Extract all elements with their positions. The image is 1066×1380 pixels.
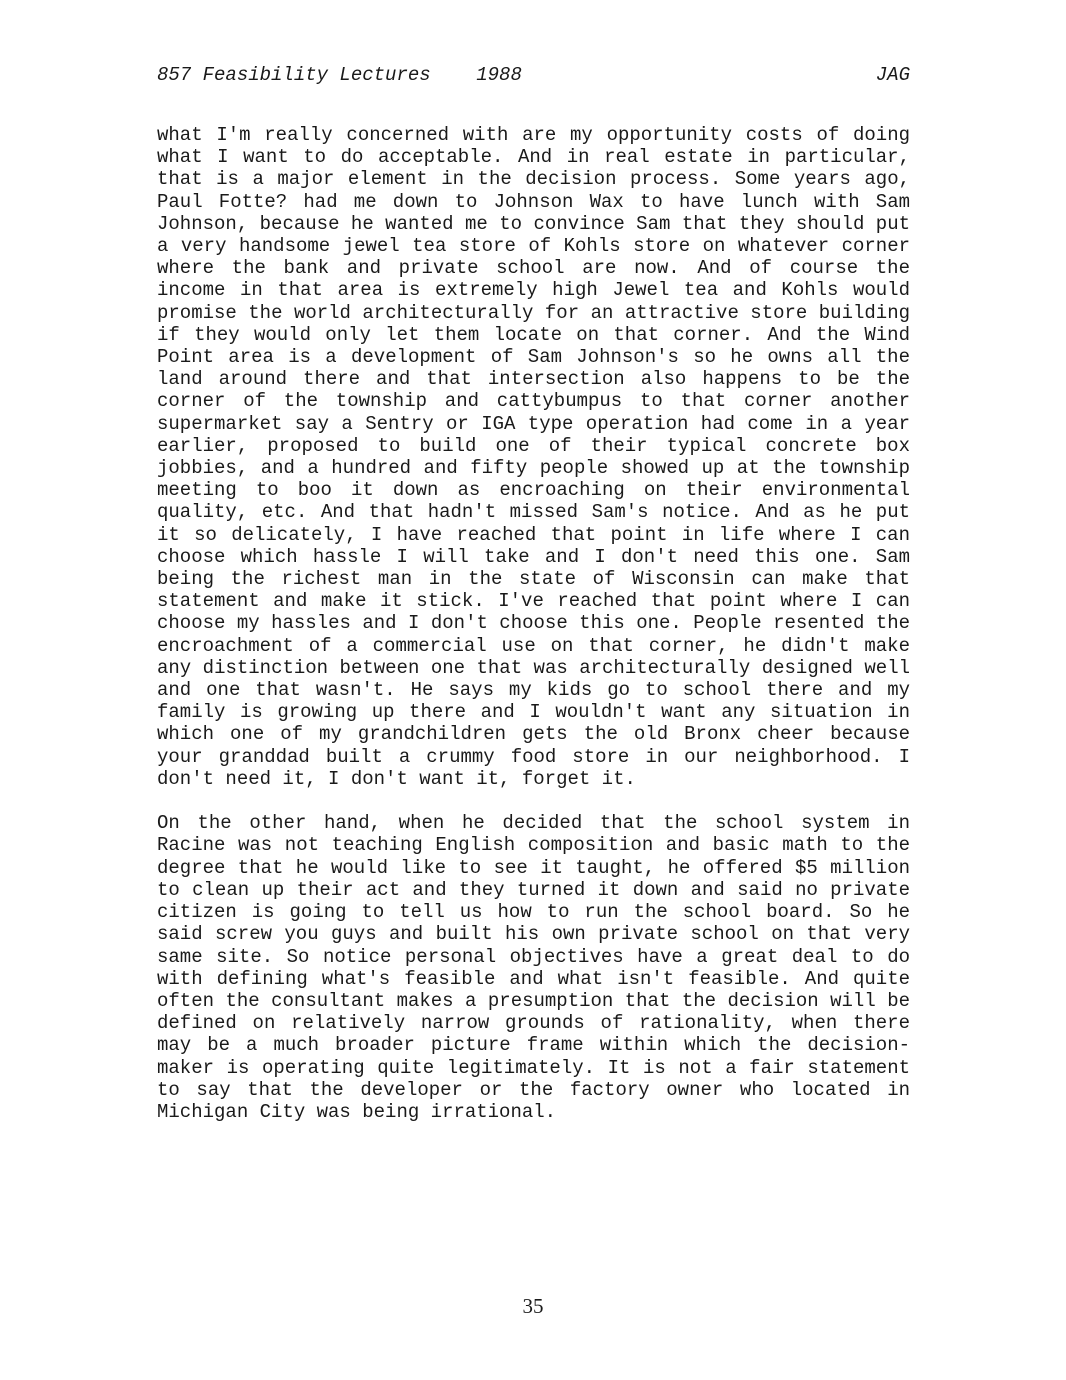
running-header (157, 62, 910, 88)
paragraph: On the other hand, when he decided that the school system in Racine was not teaching English composition and basic math to the degree that he would like to see it taught, he offered $5 million to clean up their act and they turned it down and said no private citizen is going to tell us how to run the school board. So he said screw you guys and built his own private school on that very same site. So notice personal objectives have a great deal to do with defining what's feasible and what isn't feasible. And quite often the consultant makes a presumption that the decision will be defined on relatively narrow grounds of rationality, when there may be a much broader picture frame within which the decision-maker is operating quite legitimately. It is not a fair statement to say that the developer or the factory owner who located in Michigan City was being irrational. (157, 812, 910, 1123)
header-author-initials: JAG (875, 64, 910, 86)
body-text (157, 124, 910, 1123)
paragraph: what I'm really concerned with are my opportunity costs of doing what I want to do acceptable. And in real estate in particular, that is a major element in the decision process. Some years ago, Paul Fotte? had me down to Johnson Wax to have lunch with Sam Johnson, because he wanted me to convince Sam that they should put a very handsome jewel tea store of Kohls store on whatever corner where the bank and private school are now. And of course the income in that area is extremely high Jewel tea and Kohls would promise the world architecturally for an attractive store building if they would only let them locate on that corner. And the Wind Point area is a development of Sam Johnson's so he owns all the land around there and that intersection also happens to be the corner of the township and cattybumpus to that corner another supermarket say a Sentry or IGA type operation had come in a year earlier, proposed to build one of their typical concrete box jobbies, and a hundred and fifty people showed up at the township meeting to boo it down as encroaching on their environmental quality, etc. And that hadn't missed Sam's notice. And as he put it so delicately, I have reached that point in life where I can choose which hassle I will take and I don't need this one. Sam being the richest man in the state of Wisconsin can make that statement and make it stick. I've reached that point where I can choose my hassles and I don't choose this one. People resented the encroachment of a commercial use on that corner, he didn't make any distinction between one that was architecturally designed well and one that wasn't. He says my kids go to school there and my family is growing up there and I wouldn't want any situation in which one of my grandchildren gets the old Bronx cheer because your granddad built a crummy food store in our neighborhood. I don't need it, I don't want it, forget it. (157, 124, 910, 790)
header-title: 857 Feasibility Lectures 1988 (157, 64, 522, 86)
page-number: 35 (522, 1294, 544, 1318)
